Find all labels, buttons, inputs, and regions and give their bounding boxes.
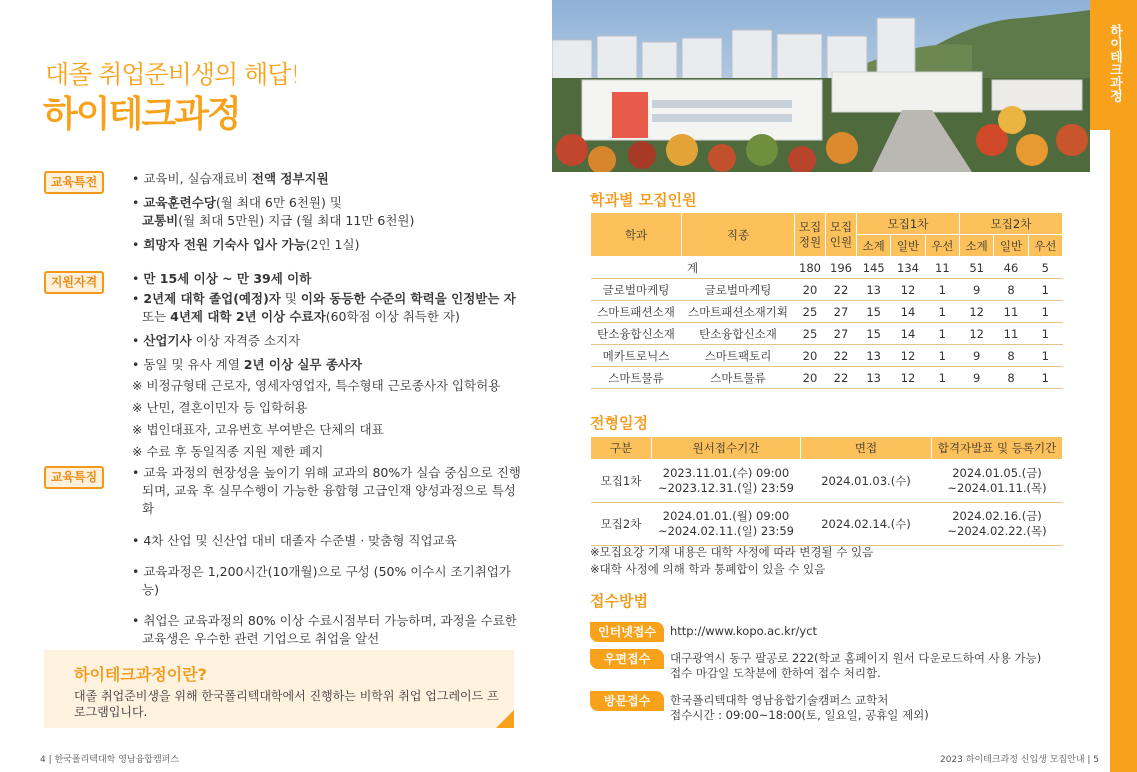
table-cell: 51 [959, 257, 993, 279]
table-cell: 스마트패션소재 [591, 301, 682, 323]
header-priority: 우선 [925, 235, 959, 257]
header-round1: 모집1차 [857, 213, 960, 235]
table-cell: 글로벌마케팅 [682, 279, 795, 301]
table-cell: 12 [959, 301, 993, 323]
header-dept: 학과 [591, 213, 682, 257]
left-page [0, 0, 552, 772]
table-cell: 25 [795, 301, 826, 323]
table-cell: 180 [795, 257, 826, 279]
total-label: 계 [591, 257, 795, 279]
note-item: ※ 비정규형태 근로자, 영세자영업자, 특수형태 근로종사자 입학허용 [132, 378, 501, 393]
table-row [591, 279, 1063, 301]
tag-eligibility: 지원자격 [44, 271, 104, 294]
method-badge: 인터넷접수 [590, 622, 664, 642]
table-cell: 2024.01.05.(금) ~2024.01.11.(목) [932, 460, 1063, 503]
table-cell: 8 [994, 279, 1028, 301]
section-tab-label: 하이테크과정 [1107, 24, 1122, 102]
table-cell: 스마트패션소재기획 [682, 301, 795, 323]
table-cell: 11 [994, 301, 1028, 323]
method-text: 대구광역시 동구 팔공로 222(학교 홈페이지 원서 다운로드하여 사용 가능) 접수 마감일 도착분에 한하여 접수 처리함. [670, 651, 1042, 680]
section-tab [1090, 0, 1137, 130]
table-cell: 1 [1028, 301, 1062, 323]
table-cell: 12 [891, 279, 925, 301]
header-result: 합격자발표 및 등록기간 [932, 437, 1063, 460]
list-item: • 산업기사 이상 자격증 소지자 [132, 333, 301, 348]
campus-photo [552, 0, 1090, 172]
table-cell: 모집2차 [591, 503, 652, 546]
hitech-callout-box [44, 650, 514, 728]
list-item: • 교육 과정의 현장성을 높이기 위해 교과의 80%가 실습 중심으로 진행되며, 교육 후 실무수행이 가능한 융합형 고급인재 양성과정으로 특성화 [132, 465, 521, 516]
table-cell: 9 [959, 279, 993, 301]
recruit-section-title: 학과별 모집인원 [590, 191, 697, 209]
table-cell: 2023.11.01.(수) 09:00 ~2023.12.31.(일) 23:59 [652, 460, 801, 503]
list-item: 또는 4년제 대학 2년 이상 수료자(60학점 이상 취득한 자) [142, 309, 460, 324]
table-cell: 1 [1028, 279, 1062, 301]
table-cell: 스마트물류 [682, 367, 795, 389]
table-cell: 22 [826, 367, 857, 389]
table-cell: 12 [959, 323, 993, 345]
table-cell: 15 [857, 301, 891, 323]
table-cell: 196 [826, 257, 857, 279]
list-item: • 2년제 대학 졸업(예정)자 및 이와 동등한 수준의 학력을 인정받는 자 [132, 291, 516, 306]
header-general: 일반 [994, 235, 1028, 257]
table-cell: 1 [925, 345, 959, 367]
list-item: • 교육비, 실습재료비 전액 정부지원 [132, 171, 329, 186]
note-item: ※대학 사정에 의해 학과 통폐합이 있을 수 있음 [590, 562, 826, 576]
header-interview: 면접 [801, 437, 932, 460]
table-cell: 탄소융합신소재 [682, 323, 795, 345]
header-priority: 우선 [1028, 235, 1062, 257]
note-item: ※ 법인대표자, 고유번호 부여받은 단체의 대표 [132, 422, 384, 437]
table-cell: 27 [826, 301, 857, 323]
schedule-table [590, 436, 1063, 546]
method-section-title: 접수방법 [590, 592, 648, 610]
table-cell: 20 [795, 345, 826, 367]
table-cell: 12 [891, 345, 925, 367]
header-division: 구분 [591, 437, 652, 460]
list-item: • 취업은 교육과정의 80% 이상 수료시점부터 가능하며, 과정을 수료한 교육생은 우수한 관련 기업으로 취업을 알선 [132, 613, 517, 646]
method-text [670, 624, 1090, 639]
table-cell: 22 [826, 345, 857, 367]
list-item: • 만 15세 이상 ~ 만 39세 이하 [132, 271, 312, 286]
table-cell: 46 [994, 257, 1028, 279]
header-job: 직종 [682, 213, 795, 257]
note-item: ※모집요강 기재 내용은 대학 사정에 따라 변경될 수 있음 [590, 545, 874, 559]
note-item: ※ 난민, 결혼이민자 등 입학허용 [132, 400, 308, 415]
education-benefits-list [132, 170, 524, 260]
table-row-total [591, 257, 1063, 279]
table-cell: 25 [795, 323, 826, 345]
table-cell: 2024.02.16.(금) ~2024.02.22.(목) [932, 503, 1063, 546]
table-cell: 9 [959, 367, 993, 389]
table-cell: 1 [1028, 345, 1062, 367]
table-cell: 134 [891, 257, 925, 279]
table-cell: 12 [891, 367, 925, 389]
table-cell: 13 [857, 367, 891, 389]
list-item: • 교육과정은 1,200시간(10개월)으로 구성 (50% 이수시 조기취업가능) [132, 564, 511, 597]
table-cell: 스마트팩토리 [682, 345, 795, 367]
table-cell: 8 [994, 345, 1028, 367]
header-subtotal: 소계 [959, 235, 993, 257]
table-row [591, 460, 1063, 503]
header-quota: 모집 정원 [795, 213, 826, 257]
header-round2: 모집2차 [959, 213, 1062, 235]
method-text: 한국폴리텍대학 영남융합기술캠퍼스 교학처 접수시간 : 09:00~18:00(토, 일요일, 공휴일 제외) [670, 693, 929, 722]
method-url-link[interactable]: http://www.kopo.ac.kr/yct [670, 624, 818, 638]
list-item: • 교육훈련수당(월 최대 6만 6천원) 및 [132, 195, 342, 210]
table-row [591, 301, 1063, 323]
education-features-list [132, 464, 524, 654]
table-cell: 5 [1028, 257, 1062, 279]
table-cell: 9 [959, 345, 993, 367]
table-cell: 글로벌마케팅 [591, 279, 682, 301]
table-cell: 22 [826, 279, 857, 301]
table-cell: 모집1차 [591, 460, 652, 503]
callout-title: 하이테크과정이란? [74, 665, 207, 684]
table-row [591, 323, 1063, 345]
header-subtotal: 소계 [857, 235, 891, 257]
left-footer: 4 | 한국폴리텍대학 영남융합캠퍼스 [40, 755, 180, 765]
tag-education-features: 교육특징 [44, 466, 104, 489]
table-cell: 1 [925, 323, 959, 345]
table-cell: 13 [857, 345, 891, 367]
schedule-notes [590, 544, 873, 578]
header-recruit: 모집 인원 [826, 213, 857, 257]
side-stripe [1110, 130, 1137, 772]
table-cell: 145 [857, 257, 891, 279]
table-cell: 1 [925, 279, 959, 301]
schedule-section-title: 전형일정 [590, 414, 648, 432]
table-cell: 메카트로닉스 [591, 345, 682, 367]
table-cell: 8 [994, 367, 1028, 389]
table-cell: 1 [1028, 367, 1062, 389]
table-row [591, 345, 1063, 367]
table-cell: 13 [857, 279, 891, 301]
tag-education-benefits: 교육특전 [44, 171, 104, 194]
table-cell: 27 [826, 323, 857, 345]
table-cell: 20 [795, 279, 826, 301]
table-cell: 14 [891, 301, 925, 323]
table-cell: 1 [925, 367, 959, 389]
list-item: • 4차 산업 및 신산업 대비 대졸자 수준별 · 맞춤형 직업교육 [132, 533, 457, 548]
table-cell: 스마트물류 [591, 367, 682, 389]
table-row [591, 367, 1063, 389]
corner-decoration-icon [496, 710, 514, 728]
list-item: 교통비(월 최대 5만원) 지급 (월 최대 11만 6천원) [142, 213, 415, 228]
table-cell: 11 [994, 323, 1028, 345]
callout-text: 대졸 취업준비생을 위해 한국폴리텍대학에서 진행하는 비학위 취업 업그레이드 프로그램입니다. [74, 689, 499, 719]
table-cell: 11 [925, 257, 959, 279]
right-footer: 2023 하이테크과정 신입생 모집안내 | 5 [940, 755, 1099, 765]
method-badge: 우편접수 [590, 649, 664, 669]
recruitment-table [590, 212, 1063, 389]
table-cell: 2024.01.01.(월) 09:00 ~2024.02.11.(일) 23:59 [652, 503, 801, 546]
table-cell: 14 [891, 323, 925, 345]
table-cell: 탄소융합신소재 [591, 323, 682, 345]
page-subtitle: 대졸 취업준비생의 해답! [45, 60, 300, 89]
table-cell: 1 [925, 301, 959, 323]
header-apply-period: 원서접수기간 [652, 437, 801, 460]
header-general: 일반 [891, 235, 925, 257]
note-item: ※ 수료 후 동일직종 지원 제한 폐지 [132, 444, 324, 459]
table-cell: 15 [857, 323, 891, 345]
method-badge: 방문접수 [590, 691, 664, 711]
table-cell: 2024.01.03.(수) [801, 460, 932, 503]
right-page [552, 0, 1137, 772]
table-cell: 1 [1028, 323, 1062, 345]
page-title: 하이테크과정 [43, 94, 240, 135]
table-cell: 2024.02.14.(수) [801, 503, 932, 546]
list-item: • 희망자 전원 기숙사 입사 가능(2인 1실) [132, 237, 360, 252]
eligibility-list [132, 270, 524, 465]
list-item: • 동일 및 유사 계열 2년 이상 실무 종사자 [132, 357, 363, 372]
table-row [591, 503, 1063, 546]
table-cell: 20 [795, 367, 826, 389]
